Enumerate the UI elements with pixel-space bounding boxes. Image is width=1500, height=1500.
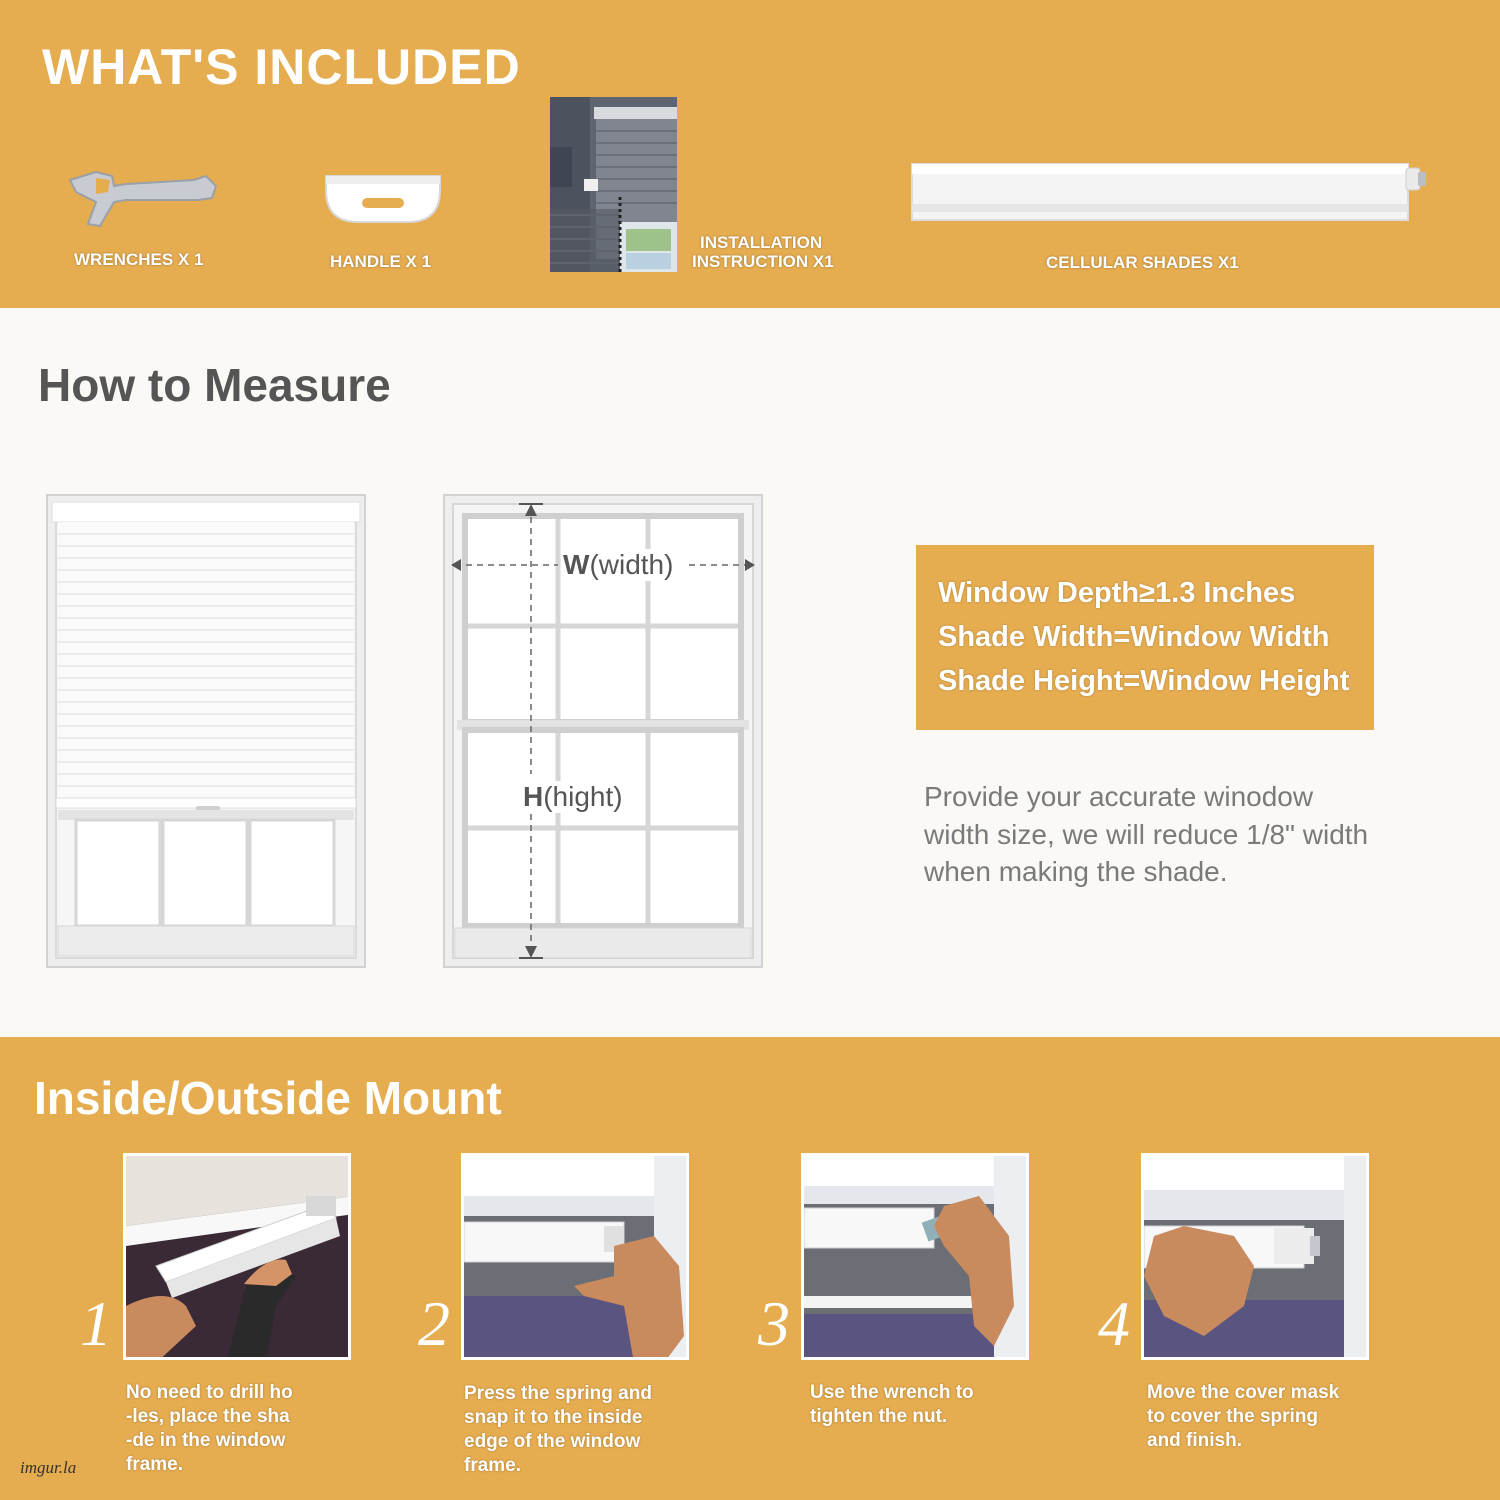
step-4-text bbox=[1147, 1381, 1339, 1453]
width-label-letter: W bbox=[563, 549, 590, 580]
window-measurement-illustration bbox=[443, 494, 763, 968]
mount-title: Inside/Outside Mount bbox=[34, 1072, 502, 1124]
handle-label: HANDLE X 1 bbox=[330, 252, 432, 271]
how-to-measure-title: How to Measure bbox=[38, 359, 391, 411]
included-title: WHAT'S INCLUDED bbox=[42, 39, 521, 95]
spec-shade-height: Shade Height=Window Height bbox=[938, 665, 1350, 697]
instruction-label-line1: INSTALLATION bbox=[700, 233, 823, 252]
step-2-number: 2 bbox=[418, 1288, 450, 1359]
step-3-text-line: tighten the nut. bbox=[810, 1406, 948, 1427]
measurement-specs-box bbox=[916, 545, 1374, 730]
step-2-text-line: Press the spring and bbox=[464, 1383, 652, 1404]
step-4-text-line: Move the cover mask bbox=[1147, 1382, 1340, 1403]
step-2-photo bbox=[461, 1153, 689, 1360]
step-4-photo bbox=[1141, 1153, 1369, 1360]
height-label-text: (hight) bbox=[543, 781, 623, 812]
handle-icon bbox=[322, 170, 444, 228]
step-2-text bbox=[464, 1382, 652, 1478]
step-4-number: 4 bbox=[1098, 1288, 1130, 1359]
step-3-photo bbox=[801, 1153, 1029, 1360]
step-4-text-line: to cover the spring bbox=[1147, 1406, 1319, 1427]
height-label bbox=[521, 781, 625, 813]
mount-section bbox=[0, 1037, 1500, 1500]
step-4-text-line: and finish. bbox=[1147, 1430, 1242, 1451]
step-1-text bbox=[126, 1381, 293, 1477]
wrench-label: WRENCHES X 1 bbox=[74, 250, 204, 269]
step-1-text-line: -les, place the sha bbox=[126, 1406, 290, 1427]
measurement-note: Provide your accurate winodow width size, we will reduce 1/8" width when making the shade. bbox=[924, 781, 1369, 887]
step-1-number: 1 bbox=[80, 1288, 112, 1359]
cellular-shade-headrail-icon bbox=[910, 160, 1428, 224]
wrench-icon bbox=[66, 166, 218, 230]
spec-shade-width: Shade Width=Window Width bbox=[938, 621, 1330, 653]
step-3-number: 3 bbox=[758, 1288, 790, 1359]
width-label-text: (width) bbox=[589, 549, 674, 580]
step-1-text-line: frame. bbox=[126, 1454, 184, 1475]
installation-instruction-photo bbox=[550, 97, 677, 272]
spec-window-depth: Window Depth≥1.3 Inches bbox=[938, 577, 1296, 609]
whats-included-section bbox=[0, 0, 1500, 308]
step-1-photo bbox=[123, 1153, 351, 1360]
step-1-text-line: No need to drill ho bbox=[126, 1382, 293, 1403]
step-1-text-line: -de in the window bbox=[126, 1430, 286, 1451]
step-2-text-line: frame. bbox=[464, 1455, 522, 1476]
step-3-text-line: Use the wrench to bbox=[810, 1382, 974, 1403]
width-label bbox=[561, 549, 675, 581]
step-2-text-line: edge of the window bbox=[464, 1431, 641, 1452]
instruction-label-line2: INSTRUCTION X1 bbox=[692, 252, 834, 271]
step-2-text-line: snap it to the inside bbox=[464, 1407, 643, 1428]
cellular-shades-label: CELLULAR SHADES X1 bbox=[1046, 253, 1239, 272]
step-3-text bbox=[810, 1381, 974, 1429]
height-label-letter: H bbox=[523, 781, 544, 812]
watermark: imgur.la bbox=[20, 1458, 77, 1477]
window-with-shade-illustration bbox=[46, 494, 366, 968]
